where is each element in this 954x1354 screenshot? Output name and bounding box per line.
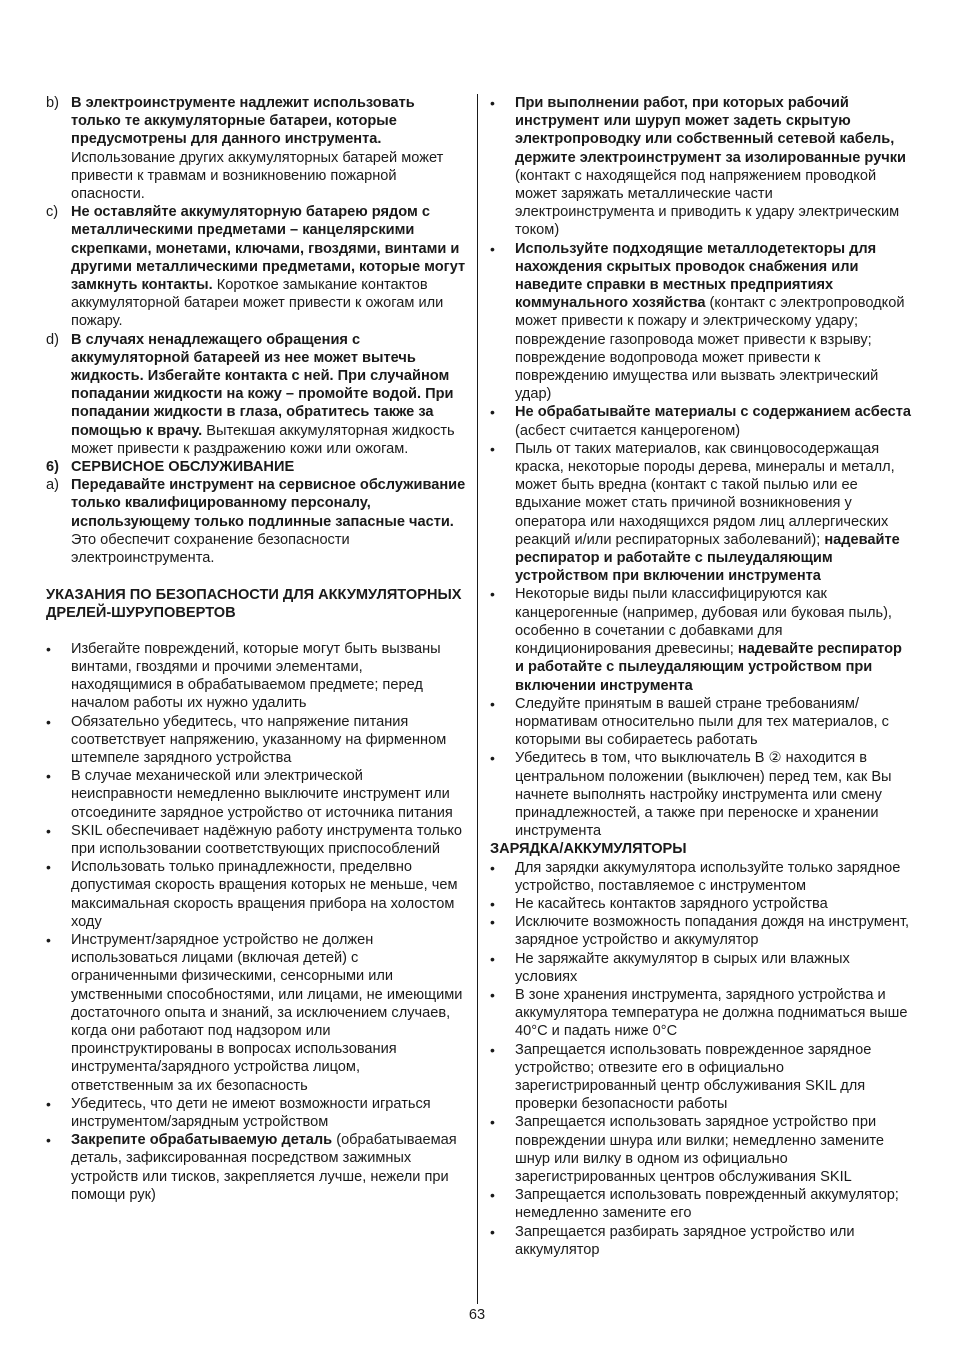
bullet-icon: •	[490, 1187, 495, 1204]
list-item	[46, 1095, 466, 1131]
item-bold-text: Не обрабатывайте материалы с содержанием асбеста	[515, 404, 912, 421]
section-heading-service	[46, 458, 466, 476]
list-item	[490, 440, 914, 586]
list-item	[490, 1186, 914, 1222]
bullet-icon: •	[46, 822, 51, 839]
item-bold-text: Используйте подходящие металлодетекторы для нахождения скрытых проводок снабжения или наведите справки в местных предприятиях коммунального хозяйства	[515, 240, 877, 312]
left-column	[46, 94, 466, 1204]
item-marker: c)	[46, 204, 59, 221]
bullet-icon: •	[490, 240, 495, 257]
item-text: Запрещается разбирать зарядное устройство или аккумулятор	[515, 1223, 855, 1258]
item-marker: a)	[46, 477, 59, 494]
item-text: (контакт с находящейся под напряжением проводкой может заряжать металлические части электроинструмента и приводить к удару электрическим током)	[515, 167, 900, 239]
item-bold-text: надевайте респиратор и работайте с пылеудаляющим устройством при включении инструмента	[515, 531, 900, 585]
bullet-icon: •	[46, 640, 51, 657]
list-item	[490, 1041, 914, 1114]
item-text: Некоторые виды пыли классифицируются как канцерогенные (например, дубовая или буковая пыль), особенно в сочетании с добавками для кондиционирования древесины;	[515, 586, 892, 658]
list-item	[490, 94, 914, 240]
section-title-charging: ЗАРЯДКА/АККУМУЛЯТОРЫ	[490, 841, 687, 858]
bullet-icon: •	[490, 750, 495, 767]
item-text: Исключите возможность попадания дождя на инструмент, зарядное устройство и аккумулятор	[515, 914, 910, 949]
list-item	[490, 240, 914, 404]
page-number: 63	[468, 1307, 486, 1323]
bullet-icon: •	[490, 586, 495, 603]
right-column	[490, 94, 914, 1259]
list-item	[46, 1131, 466, 1204]
list-item	[490, 1113, 914, 1186]
list-item	[490, 403, 914, 439]
bullet-icon: •	[490, 95, 495, 111]
list-item-a	[46, 476, 466, 567]
item-text: Обязательно убедитесь, что напряжение питания соответствует напряжению, указанному на фирменном штемпеле зарядного устройства	[71, 713, 447, 766]
item-text: В случае механической или электрической неисправности немедленно выключите инструмент или отсоедините зарядное устройство от источника питания	[71, 768, 453, 821]
section-title-drill-safety: УКАЗАНИЯ ПО БЕЗОПАСНОСТИ ДЛЯ АККУМУЛЯТОРНЫХ ДРЕЛЕЙ-ШУРУПОВЕРТОВ	[46, 587, 462, 622]
item-text: Убедитесь, что дети не имеют возможности играться инструментом/зарядным устройством	[71, 1095, 431, 1130]
bullet-icon: •	[490, 859, 495, 876]
item-text: (обрабатываемая деталь, зафиксированная посредством зажимных устройств или тисков, закрепляется лучше, нежели при помощи рук)	[71, 1132, 457, 1203]
item-text: Это обеспечит сохранение безопасности электроинструмента.	[71, 531, 350, 567]
bullet-icon: •	[46, 1132, 51, 1149]
bullet-icon: •	[46, 768, 51, 785]
list-item	[46, 858, 466, 931]
bullet-icon: •	[46, 1095, 51, 1112]
bullet-icon: •	[490, 404, 495, 421]
list-item	[490, 895, 914, 913]
item-bold-text: Передавайте инструмент на сервисное обслуживание только квалифицированному персоналу, использующему только подлинные запасные части.	[71, 477, 466, 530]
bullet-icon: •	[490, 986, 495, 1003]
list-item	[46, 822, 466, 858]
bullet-icon: •	[46, 713, 51, 730]
item-text: (контакт с электропроводкой может привести к пожару и электрическому удару; повреждение газопровода может привести к взрыву; повреждение водопровода может привести к повреждению имущества или вызвать электрический удар)	[515, 295, 905, 403]
item-text: Использование других аккумуляторных батарей может привести к травмам и возникновению пожарной опасности.	[71, 149, 444, 203]
list-item	[490, 913, 914, 949]
list-item	[46, 713, 466, 768]
item-text: Не касайтесь контактов зарядного устройства	[515, 895, 828, 912]
list-item	[490, 695, 914, 750]
bullet-icon: •	[490, 440, 495, 457]
bullet-icon: •	[490, 1114, 495, 1131]
column-divider	[477, 94, 478, 1304]
item-text: SKIL обеспечивает надёжную работу инструмента только при использовании соответствующих приспособлений	[71, 822, 463, 857]
item-bold-text: Не оставляйте аккумуляторную батарею рядом с металлическими предметами – канцелярскими скрепками, монетами, ключами, гвоздями, винтами и другими металлическими предметами, которые могут замкнуть контакты.	[71, 204, 466, 294]
list-item	[490, 749, 914, 840]
bullet-icon: •	[490, 914, 495, 931]
item-bold-text: Закрепите обрабатываемую деталь	[71, 1132, 333, 1149]
item-text: Запрещается использовать зарядное устройство при повреждении шнура или вилки; немедленно замените шнур или вилку в одном из официально зарегистрированных центров обслуживания SKIL	[515, 1114, 885, 1185]
list-item	[490, 950, 914, 986]
list-item	[46, 767, 466, 822]
list-item	[46, 931, 466, 1095]
item-bold-text: надевайте респиратор и работайте с пылеудаляющим устройством при включении инструмента	[515, 641, 902, 694]
item-text: Убедитесь в том, что выключатель B ② находится в центральном положении (выключен) перед тем, как Вы начнете выполнять настройку инструмента или смену принадлежностей, а также при переноске и хранении инструмента	[515, 750, 892, 840]
item-text: Избегайте повреждений, которые могут быть вызваны винтами, гвоздями и прочими элементами, находящимися в обрабатываемом предмете; перед началом работы их нужно удалить	[71, 640, 441, 712]
item-text: Запрещается использовать поврежденное зарядное устройство; отвезите его в официально зарегистрированный центр обслуживания SKIL для проверки безопасности работы	[515, 1041, 872, 1113]
heading-text: СЕРВИСНОЕ ОБСЛУЖИВАНИЕ	[71, 459, 295, 476]
item-text: Короткое замыкание контактов аккумуляторной батареи может привести к ожогам или пожару.	[71, 277, 444, 330]
item-marker: d)	[46, 331, 59, 348]
item-text: Инструмент/зарядное устройство не должен использоваться лицами (включая детей) с ограниченными физическими, сенсорными или умственными способностями, или лицами, не имеющими достаточного опыта и знаний, за исключением случаев, когда они работают под надзором или проинструктированы в вопросах использования инструмента/зарядного устройства лицом, ответственным за их безопасность	[71, 931, 463, 1094]
item-text: Вытекшая аккумуляторная жидкость может привести к раздражению кожи или ожогам.	[71, 422, 455, 457]
bullet-icon: •	[46, 931, 51, 948]
list-item-b	[46, 94, 466, 203]
list-item-d	[46, 331, 466, 458]
item-text: Для зарядки аккумулятора используйте только зарядное устройство, поставляемое с инструментом	[515, 859, 901, 894]
item-bold-text: В случаях ненадлежащего обращения с аккумуляторной батареей из нее может вытечь жидкость. Избегайте контакта с ней. При случайном попадании жидкости на кожу – промойте водой. При попадании жидкости в глаза, обратитесь также за помощью к врачу.	[71, 331, 454, 439]
list-item	[490, 585, 914, 694]
list-item	[490, 1223, 914, 1259]
bullet-icon: •	[490, 950, 495, 967]
item-text: Использовать только принадлежности, пределвно допустимая скорость вращения которых не меньше, чем максимальная скорость вращения прибора на холостом ходу	[71, 859, 458, 930]
bullet-icon: •	[46, 859, 51, 876]
bullet-icon: •	[490, 1041, 495, 1058]
item-marker: 6)	[46, 459, 59, 476]
list-item	[490, 986, 914, 1041]
bullet-icon: •	[490, 695, 495, 712]
item-text: Пыль от таких материалов, как свинцовосодержащая краска, некоторые породы дерева, минералы и металл, может быть вредна (контакт с такой пылью или ее вдыхание может стать причиной возникновения у оператора или находящихся рядом лиц аллергических реакций и/или респираторных заболеваний);	[515, 440, 895, 548]
item-text: Не заряжайте аккумулятор в сырых или влажных условиях	[515, 950, 850, 985]
item-marker: b)	[46, 95, 59, 111]
item-text: В зоне хранения инструмента, зарядного устройства и аккумулятора температура не должна подниматься выше 40°C и падать ниже 0°C	[515, 986, 908, 1040]
item-text: (асбест считается канцерогеном)	[515, 422, 741, 439]
list-item-c	[46, 203, 466, 330]
item-text: Запрещается использовать поврежденный аккумулятор; немедленно замените его	[515, 1187, 899, 1222]
item-bold-text: В электроинструменте надлежит использовать только те аккумуляторные батареи, которые предусмотрены для данного инструмента.	[71, 95, 415, 148]
bullet-icon: •	[490, 895, 495, 912]
list-item	[46, 640, 466, 713]
list-item	[490, 859, 914, 895]
item-text: Следуйте принятым в вашей стране требованиям/ нормативам относительно пыли для тех материалов, с которыми вы собираетесь работать	[515, 695, 889, 749]
item-bold-text: При выполнении работ, при которых рабочий инструмент или шуруп может задеть скрытую электропроводку или собственный сетевой кабель, держите электроинструмент за изолированные ручки	[515, 95, 906, 166]
bullet-icon: •	[490, 1223, 495, 1240]
